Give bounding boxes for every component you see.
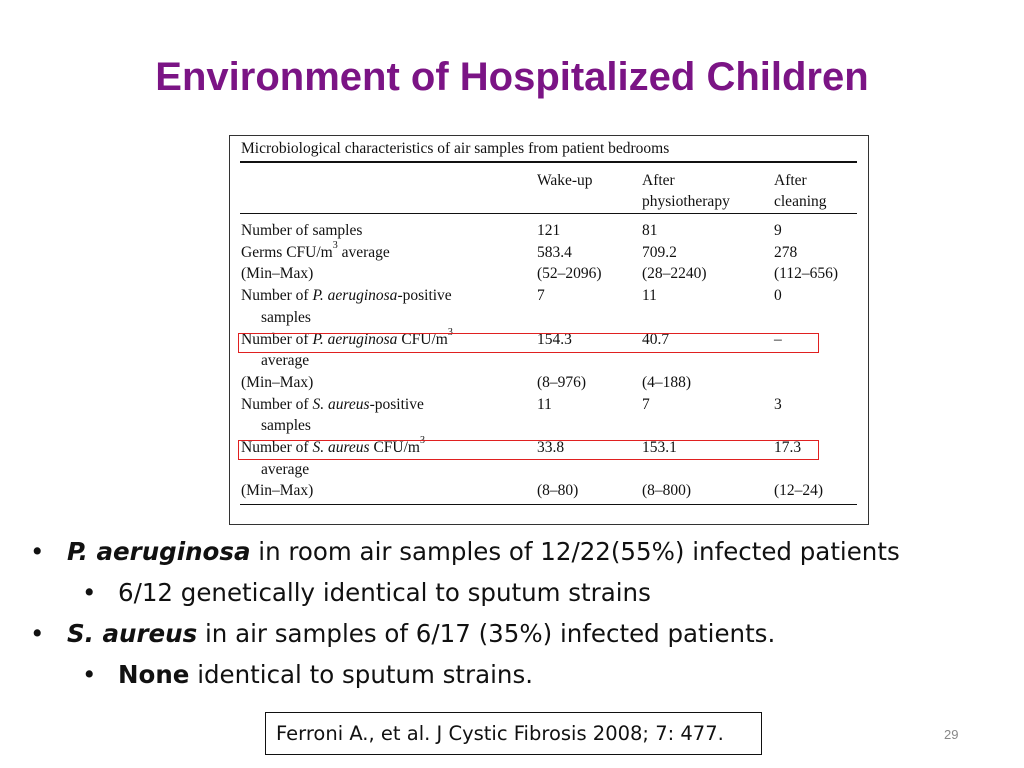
bullet-text: in air samples of 6/17 (35%) infected patients. [197, 619, 776, 648]
table-row-label-part: Number of [241, 330, 313, 348]
table-cell: (112–656) [774, 265, 838, 283]
table-row-label-part: (Min–Max) [241, 265, 314, 283]
table-row-label-part: -positive [397, 287, 452, 305]
table-row-label [241, 374, 313, 392]
table-row-label-part: Number of samples [241, 222, 363, 239]
table-row-label-part: 3 [332, 239, 338, 251]
bullet-marker: • [30, 537, 45, 566]
table-cell: (8–800) [642, 482, 692, 500]
table-row-label [241, 222, 362, 240]
bullet-emphasis: S. aureus [67, 619, 198, 648]
table-cell: (12–24) [774, 482, 824, 500]
bullet-text: 6/12 genetically identical to sputum strains [118, 578, 651, 607]
table-cell: 81 [642, 222, 658, 239]
table-cell: 709.2 [642, 243, 677, 261]
table-row-label-part: CFU/m [397, 330, 448, 348]
table-row-label [241, 265, 313, 283]
table-cell: 583.4 [537, 243, 572, 261]
table-row-label-part: average [261, 352, 310, 370]
table-row-label [241, 239, 390, 262]
bullet-emphasis: None [118, 660, 190, 689]
bullet-marker: • [30, 619, 45, 648]
col-header-wake-up [537, 170, 593, 191]
col-header-line: cleaning [774, 193, 827, 210]
table-row-label [261, 309, 311, 327]
bullet-emphasis: P. aeruginosa [67, 537, 251, 566]
table-row-label-part: S. aureus [312, 439, 370, 456]
table-cell: (8–976) [537, 373, 587, 391]
table-row-label-part: P. aeruginosa [312, 287, 398, 305]
table-row-label-part: (Min–Max) [241, 373, 314, 391]
col-header-line: Wake-up [537, 172, 593, 189]
table-cell: 0 [774, 287, 782, 305]
table-row-label-part: 3 [447, 326, 453, 338]
col-header-line: physiotherapy [642, 193, 730, 210]
table-cell: (4–188) [642, 373, 692, 391]
table-cell: 278 [774, 243, 798, 261]
table-cell: 9 [774, 222, 782, 239]
table-top-rule [240, 161, 857, 163]
table-row-label-part: S. aureus [312, 395, 370, 413]
table-row-label-part: Number of [241, 439, 313, 456]
table-cell: 121 [537, 222, 561, 239]
table-cell: (28–2240) [642, 265, 707, 283]
table-cell: 153.1 [642, 439, 677, 456]
table-row-label [261, 352, 309, 370]
table-cell: 33.8 [537, 439, 565, 456]
table-row-label-part: samples [261, 308, 311, 326]
table-cell: 40.7 [642, 330, 670, 348]
highlight-box-p-aeruginosa [238, 330, 819, 353]
col-header-after-physiotherapy [642, 170, 730, 212]
table-row-label [261, 461, 309, 479]
table-row-label-part: -positive [369, 395, 424, 413]
table-row-label-part: P. aeruginosa [312, 330, 398, 348]
slide-title: Environment of Hospitalized Children [155, 55, 869, 99]
bullet-marker: • [82, 660, 97, 689]
table-cell: 7 [537, 287, 545, 305]
table-row-label-part: samples [261, 417, 311, 435]
table-cell: (52–2096) [537, 265, 602, 283]
table-cell: (8–80) [537, 482, 579, 500]
table-cell: 11 [537, 395, 552, 413]
table-row-label [261, 417, 311, 435]
table-cell: 11 [642, 287, 657, 305]
table-caption: Microbiological characteristics of air samples from patient bedrooms [241, 140, 670, 157]
table-header-rule [240, 213, 857, 214]
table-cell: 3 [774, 395, 782, 413]
table-image [229, 135, 869, 525]
table-row-label-part: 3 [419, 435, 425, 446]
col-header-after-cleaning [774, 170, 827, 212]
table-row-label-part: average [261, 460, 310, 478]
bullet-text: identical to sputum strains. [189, 660, 534, 689]
table-row-label-part: average [337, 243, 390, 261]
table-row-label-part: CFU/m [369, 439, 420, 456]
bullet-marker: • [82, 578, 97, 607]
table-row-label-part: Germs CFU/m [241, 243, 333, 261]
table-row-label [241, 287, 452, 305]
page-number: 29 [944, 727, 959, 742]
table-row-label-part: Number of [241, 287, 313, 305]
table-row-label [241, 396, 424, 414]
bullet-text: in room air samples of 12/22(55%) infected patients [250, 537, 900, 566]
table-row-label [241, 482, 313, 500]
table-cell: 7 [642, 395, 650, 413]
table-cell: – [774, 330, 782, 348]
table-cell: 17.3 [774, 439, 802, 456]
citation-box: Ferroni A., et al. J Cystic Fibrosis 2008; 7: 477. [265, 712, 762, 755]
table-row-label-part: Number of [241, 395, 313, 413]
table-cell: 154.3 [537, 330, 572, 348]
highlight-box-s-aureus [238, 440, 819, 460]
col-header-line: After [642, 172, 675, 189]
table-bottom-rule [240, 504, 857, 505]
col-header-line: After [774, 172, 807, 189]
table-row-label-part: (Min–Max) [241, 482, 314, 500]
